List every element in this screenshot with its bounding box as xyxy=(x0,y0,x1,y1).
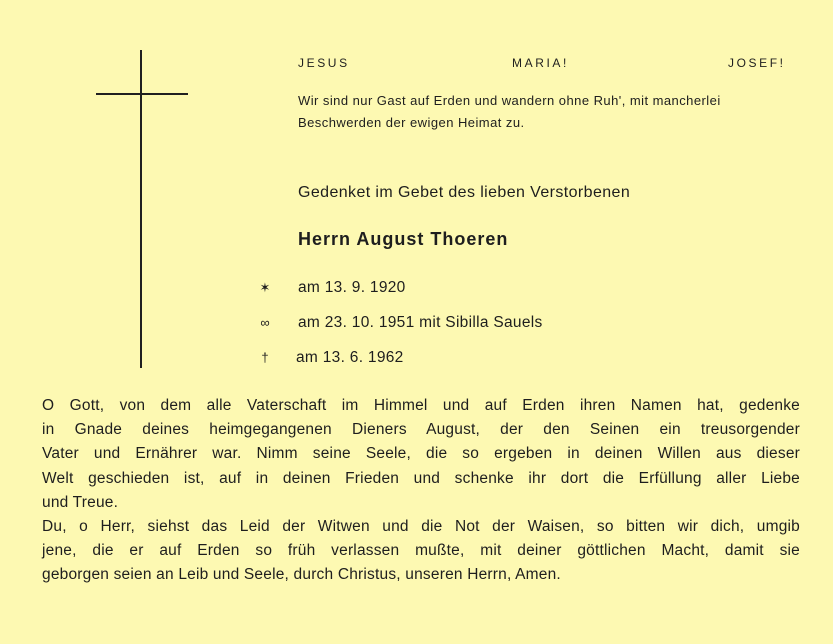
life-event-death xyxy=(250,348,650,370)
invocation-maria: MARIA! xyxy=(512,56,569,70)
invocation-header xyxy=(298,56,798,72)
remembrance-intro: Gedenket im Gebet des lieben Verstorbenen xyxy=(298,184,631,201)
prayer-line: geborgen seien an Leib und Seele, durch Christus, unseren Herrn, Amen. xyxy=(42,566,561,584)
prayer-text xyxy=(42,394,802,588)
invocation-josef: JOSEF! xyxy=(728,56,786,70)
prayer-line: O Gott, von dem alle Vaterschaft im Himmel und auf Erden ihren Namen hat, gedenke xyxy=(42,397,800,414)
cross-icon-vertical-bar xyxy=(140,50,142,368)
invocation-jesus: JESUS xyxy=(298,56,350,70)
prayer-line: und Treue. xyxy=(42,493,119,511)
prayer-line: Vater und Ernährer war. Nimm seine Seele, die so ergeben in deinen Willen aus dieser xyxy=(42,445,800,463)
life-event-text: am 13. 9. 1920 xyxy=(298,279,406,296)
motto-line: Beschwerden der ewigen Heimat zu. xyxy=(298,115,525,130)
deceased-name: Herrn August Thoeren xyxy=(298,229,509,249)
life-event-birth xyxy=(250,278,650,300)
prayer-line: jene, die er auf Erden so früh verlassen mußte, mit deiner göttlichen Macht, damit sie xyxy=(42,542,800,560)
life-event-marriage xyxy=(250,313,650,335)
prayer-line: in Gnade deines heimgegangenen Dieners August, der den Seinen ein treusorgender xyxy=(42,421,800,439)
birth-star-icon: ✶ xyxy=(259,280,271,295)
life-event-text: am 13. 6. 1962 xyxy=(296,349,404,366)
marriage-infinity-icon: ∞ xyxy=(260,315,270,330)
cross-icon-horizontal-bar xyxy=(96,93,188,95)
motto-verse xyxy=(298,90,803,134)
prayer-line: Welt geschieden ist, auf in deinen Frieden und schenke ihr dort die Erfüllung aller Liebe xyxy=(42,469,800,487)
life-event-text: am 23. 10. 1951 mit Sibilla Sauels xyxy=(298,314,543,331)
prayer-line: Du, o Herr, siehst das Leid der Witwen und die Not der Waisen, so bitten wir dich, umgib xyxy=(42,518,800,536)
motto-line: Wir sind nur Gast auf Erden und wandern ohne Ruh', mit mancherlei xyxy=(298,93,721,108)
death-dagger-icon: † xyxy=(261,350,269,365)
